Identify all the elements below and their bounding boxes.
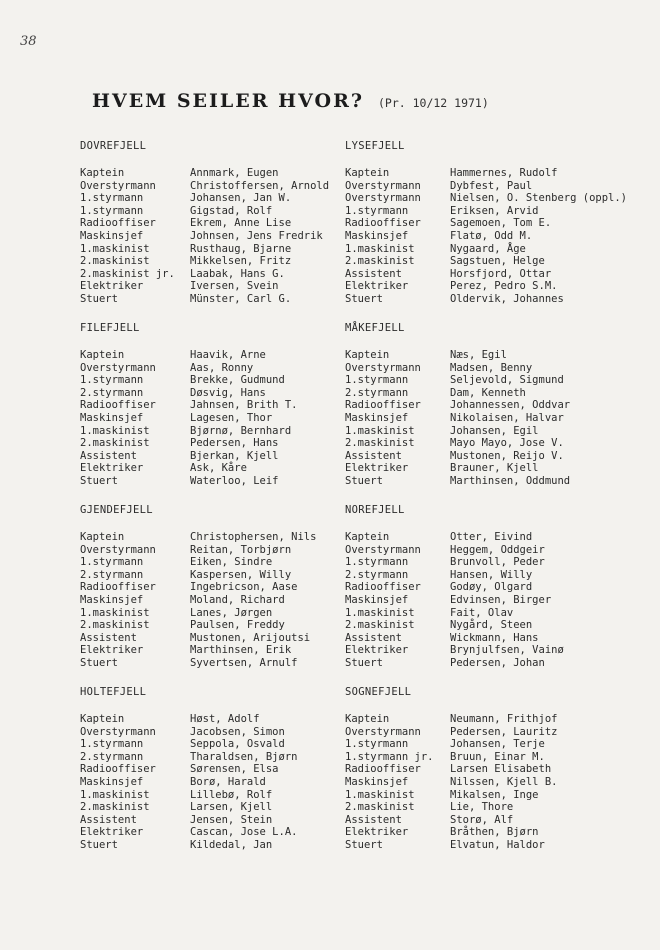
title-row [92, 90, 489, 112]
ship-name: HOLTEFJELL [80, 686, 147, 698]
crew-role: Radiooffiser [80, 217, 156, 230]
crew-name: Aas, Ronny [190, 361, 254, 374]
crew-role: Overstyrmann [80, 725, 156, 738]
page-number: 38 [20, 34, 37, 49]
ship-section [80, 686, 370, 868]
crew-row [80, 644, 370, 657]
crew-row [80, 632, 370, 645]
crew-role: 1.styrmann jr. [345, 750, 434, 763]
crew-row [345, 581, 635, 594]
crew-name: Jensen, Stein [190, 813, 273, 826]
ship-section [345, 322, 635, 504]
crew-name: Storø, Alf [450, 813, 514, 826]
crew-name: Jahnsen, Brith T. [190, 399, 298, 412]
crew-name: Mustonen, Reijo V. [450, 449, 564, 462]
crew-row [345, 268, 635, 281]
crew-role: Maskinsjef [345, 775, 409, 788]
crew-row [80, 412, 370, 425]
crew-role: 2.maskinist [345, 255, 415, 268]
crew-role: Overstyrmann [345, 543, 421, 556]
ship-section [345, 504, 635, 686]
crew-role: Radiooffiser [345, 581, 421, 594]
crew-row [80, 738, 370, 751]
crew-role: Stuert [345, 656, 383, 669]
crew-name: Laabak, Hans G. [190, 267, 285, 280]
crew-role: Overstyrmann [80, 361, 156, 374]
crew-name: Marthinsen, Oddmund [450, 474, 571, 487]
crew-row [345, 255, 635, 268]
crew-role: Assistent [80, 813, 137, 826]
crew-row [345, 475, 635, 488]
crew-name: Jacobsen, Simon [190, 725, 285, 738]
crew-row [345, 399, 635, 412]
crew-name: Pedersen, Hans [190, 437, 279, 450]
crew-name: Sagstuen, Helge [450, 255, 545, 268]
crew-row [345, 425, 635, 438]
crew-row [80, 255, 370, 268]
crew-role: 1.styrmann [345, 204, 409, 217]
crew-row [345, 801, 635, 814]
crew-row [80, 726, 370, 739]
crew-role: Overstyrmann [80, 543, 156, 556]
crew-name: Bjerkan, Kjell [190, 449, 279, 462]
crew-row [345, 544, 635, 557]
crew-row [345, 437, 635, 450]
crew-name: Brekke, Gudmund [190, 374, 285, 387]
crew-row [80, 425, 370, 438]
crew-role: Elektriker [345, 826, 409, 839]
crew-role: Kaptein [80, 349, 125, 361]
crew-role: Kaptein [345, 713, 390, 725]
crew-row [80, 268, 370, 281]
crew-row [80, 556, 370, 569]
crew-row [80, 789, 370, 802]
crew-role: Kaptein [80, 167, 125, 179]
crew-row [345, 450, 635, 463]
crew-name: Hammernes, Rudolf [450, 167, 558, 179]
crew-role: Stuert [80, 838, 118, 851]
crew-name: Bruun, Einar M. [450, 750, 545, 763]
crew-role: Radiooffiser [80, 763, 156, 776]
crew-role: 1.styrmann [80, 204, 144, 217]
crew-name: Flatø, Odd M. [450, 229, 533, 242]
crew-row [345, 462, 635, 475]
crew-row [345, 726, 635, 739]
crew-row [80, 594, 370, 607]
crew-role: Kaptein [80, 713, 125, 725]
crew-role: 1.maskinist [80, 242, 150, 255]
crew-row [80, 776, 370, 789]
crew-name: Johnsen, Jens Fredrik [190, 229, 323, 242]
crew-role: Kaptein [80, 531, 125, 543]
crew-name: Cascan, Jose L.A. [190, 826, 298, 839]
crew-row [345, 751, 635, 764]
crew-row [345, 167, 635, 180]
crew-role: 2.styrmann [80, 568, 144, 581]
crew-name: Moland, Richard [190, 593, 285, 606]
crew-row [345, 387, 635, 400]
crew-row [345, 205, 635, 218]
crew-name: Lie, Thore [450, 801, 514, 814]
crew-row [345, 293, 635, 306]
crew-name: Edvinsen, Birger [450, 593, 552, 606]
crew-row [345, 619, 635, 632]
crew-role: Assistent [345, 631, 402, 644]
crew-row [80, 826, 370, 839]
crew-role: 2.styrmann [80, 750, 144, 763]
crew-role: Kaptein [345, 531, 390, 543]
crew-name: Johansen, Terje [450, 738, 545, 751]
crew-name: Ingebricson, Aase [190, 581, 298, 594]
crew-name: Elvatun, Haldor [450, 838, 545, 851]
crew-role: 1.styrmann [80, 738, 144, 751]
crew-row [345, 776, 635, 789]
crew-role: Elektriker [345, 462, 409, 475]
crew-row [80, 763, 370, 776]
crew-name: Nielsen, O. Stenberg (oppl.) [450, 192, 628, 205]
crew-role: Assistent [345, 267, 402, 280]
crew-row [80, 657, 370, 670]
crew-row [80, 387, 370, 400]
crew-role: Overstyrmann [345, 192, 421, 205]
crew-role: Stuert [345, 474, 383, 487]
crew-role: 1.maskinist [80, 788, 150, 801]
crew-role: 1.maskinist [345, 788, 415, 801]
ship-section [80, 504, 370, 686]
crew-name: Eiken, Sindre [190, 556, 273, 569]
crew-name: Johannessen, Oddvar [450, 399, 571, 412]
crew-row [80, 293, 370, 306]
crew-name: Horsfjord, Ottar [450, 267, 552, 280]
crew-name: Nilssen, Kjell B. [450, 775, 558, 788]
left-column [80, 140, 370, 868]
crew-role: 1.styrmann [80, 556, 144, 569]
crew-row [80, 544, 370, 557]
crew-name: Borø, Harald [190, 775, 266, 788]
ship-section [345, 140, 635, 322]
crew-name: Kaspersen, Willy [190, 568, 292, 581]
crew-row [80, 814, 370, 827]
page-subtitle-date: (Pr. 10/12 1971) [378, 96, 489, 110]
crew-name: Wickmann, Hans [450, 631, 539, 644]
crew-name: Paulsen, Freddy [190, 619, 285, 632]
crew-name: Otter, Eivind [450, 531, 533, 543]
crew-row [80, 475, 370, 488]
crew-row [80, 713, 370, 726]
crew-name: Ekrem, Anne Lise [190, 217, 292, 230]
crew-row [80, 531, 370, 544]
crew-name: Nygaard, Åge [450, 242, 526, 255]
crew-role: 1.styrmann [345, 374, 409, 387]
crew-role: 1.maskinist [80, 606, 150, 619]
crew-name: Mikalsen, Inge [450, 788, 539, 801]
crew-name: Brunvoll, Peder [450, 556, 545, 569]
crew-name: Münster, Carl G. [190, 292, 292, 305]
ship-name: GJENDEFJELL [80, 504, 153, 516]
crew-row [345, 826, 635, 839]
crew-name: Fait, Olav [450, 606, 514, 619]
crew-role: Elektriker [80, 644, 144, 657]
crew-role: Assistent [345, 449, 402, 462]
crew-role: Maskinsjef [345, 411, 409, 424]
crew-name: Mustonen, Arijoutsi [190, 631, 311, 644]
crew-role: Radiooffiser [345, 399, 421, 412]
crew-row [80, 751, 370, 764]
crew-role: Elektriker [80, 280, 144, 293]
crew-name: Christoffersen, Arnold [190, 179, 330, 192]
crew-name: Sagemoen, Tom E. [450, 217, 552, 230]
crew-row [345, 713, 635, 726]
crew-role: 1.styrmann [345, 556, 409, 569]
crew-name: Johansen, Egil [450, 424, 539, 437]
crew-name: Iversen, Svein [190, 280, 279, 293]
ship-name: LYSEFJELL [345, 140, 405, 152]
ship-name: MÅKEFJELL [345, 322, 405, 334]
crew-role: Overstyrmann [345, 725, 421, 738]
crew-name: Dam, Kenneth [450, 386, 526, 399]
crew-name: Lanes, Jørgen [190, 606, 273, 619]
crew-row [345, 607, 635, 620]
crew-role: 2.maskinist [80, 437, 150, 450]
crew-role: Assistent [345, 813, 402, 826]
crew-role: Maskinsjef [345, 593, 409, 606]
crew-row [80, 180, 370, 193]
crew-role: Elektriker [345, 644, 409, 657]
crew-row [345, 412, 635, 425]
crew-name: Mayo Mayo, Jose V. [450, 437, 564, 450]
right-column [345, 140, 635, 868]
crew-row [80, 399, 370, 412]
crew-name: Heggem, Oddgeir [450, 543, 545, 556]
crew-name: Johansen, Jan W. [190, 192, 292, 205]
crew-role: Radiooffiser [80, 581, 156, 594]
crew-row [345, 531, 635, 544]
crew-role: Kaptein [345, 167, 390, 179]
crew-role: Radiooffiser [345, 763, 421, 776]
crew-row [345, 738, 635, 751]
crew-row [345, 789, 635, 802]
crew-name: Tharaldsen, Bjørn [190, 750, 298, 763]
crew-row [80, 839, 370, 852]
crew-role: Maskinsjef [345, 229, 409, 242]
crew-row [345, 839, 635, 852]
crew-name: Larsen Elisabeth [450, 763, 552, 776]
crew-name: Gigstad, Rolf [190, 204, 273, 217]
crew-role: Radiooffiser [345, 217, 421, 230]
crew-role: 2.styrmann [80, 386, 144, 399]
crew-row [345, 556, 635, 569]
crew-role: Overstyrmann [345, 179, 421, 192]
crew-name: Nikolaisen, Halvar [450, 411, 564, 424]
crew-name: Haavik, Arne [190, 349, 266, 361]
crew-row [345, 814, 635, 827]
crew-name: Christophersen, Nils [190, 531, 317, 543]
crew-row [345, 180, 635, 193]
crew-role: 1.styrmann [80, 192, 144, 205]
crew-name: Perez, Pedro S.M. [450, 280, 558, 293]
crew-row [80, 619, 370, 632]
crew-name: Brynjulfsen, Vainø [450, 644, 564, 657]
crew-name: Sørensen, Elsa [190, 763, 279, 776]
crew-name: Nygård, Steen [450, 619, 533, 632]
crew-role: Elektriker [80, 826, 144, 839]
crew-role: Maskinsjef [80, 229, 144, 242]
crew-row [80, 362, 370, 375]
crew-role: 2.maskinist [80, 619, 150, 632]
crew-name: Godøy, Olgard [450, 581, 533, 594]
ship-name: SOGNEFJELL [345, 686, 412, 698]
crew-name: Brauner, Kjell [450, 462, 539, 475]
page-title: HVEM SEILER HVOR? [92, 90, 364, 112]
crew-row [345, 644, 635, 657]
crew-row [80, 607, 370, 620]
crew-row [80, 243, 370, 256]
crew-role: Elektriker [345, 280, 409, 293]
ship-name: NOREFJELL [345, 504, 405, 516]
crew-row [80, 349, 370, 362]
crew-role: 1.maskinist [345, 424, 415, 437]
crew-name: Waterloo, Leif [190, 474, 279, 487]
crew-role: 1.styrmann [345, 738, 409, 751]
crew-name: Bjørnø, Bernhard [190, 424, 292, 437]
crew-role: Kaptein [345, 349, 390, 361]
crew-row [80, 192, 370, 205]
crew-row [345, 243, 635, 256]
crew-row [80, 569, 370, 582]
crew-row [80, 462, 370, 475]
crew-name: Eriksen, Arvid [450, 204, 539, 217]
crew-role: 2.maskinist [345, 801, 415, 814]
crew-name: Pedersen, Johan [450, 656, 545, 669]
crew-row [80, 217, 370, 230]
crew-row [80, 230, 370, 243]
crew-name: Høst, Adolf [190, 713, 260, 725]
crew-role: 1.maskinist [345, 606, 415, 619]
crew-role: 2.maskinist [80, 801, 150, 814]
ship-section [345, 686, 635, 868]
crew-row [345, 569, 635, 582]
crew-role: Stuert [80, 292, 118, 305]
crew-name: Neumann, Frithjof [450, 713, 558, 725]
crew-role: 2.maskinist [345, 437, 415, 450]
crew-role: 2.maskinist jr. [80, 267, 175, 280]
crew-name: Dybfest, Paul [450, 179, 533, 192]
crew-name: Døsvig, Hans [190, 386, 266, 399]
crew-name: Pedersen, Lauritz [450, 725, 558, 738]
crew-name: Marthinsen, Erik [190, 644, 292, 657]
crew-name: Kildedal, Jan [190, 838, 273, 851]
crew-row [345, 763, 635, 776]
crew-role: Stuert [345, 838, 383, 851]
crew-name: Annmark, Eugen [190, 167, 279, 179]
crew-role: Maskinsjef [80, 775, 144, 788]
crew-row [80, 167, 370, 180]
crew-role: 2.styrmann [345, 386, 409, 399]
crew-role: 1.maskinist [345, 242, 415, 255]
crew-name: Seljevold, Sigmund [450, 374, 564, 387]
crew-row [80, 205, 370, 218]
crew-name: Seppola, Osvald [190, 738, 285, 751]
crew-row [345, 349, 635, 362]
ship-name: FILEFJELL [80, 322, 140, 334]
crew-name: Reitan, Torbjørn [190, 543, 292, 556]
crew-name: Næs, Egil [450, 349, 507, 361]
crew-row [345, 657, 635, 670]
crew-role: 2.maskinist [345, 619, 415, 632]
crew-name: Lillebø, Rolf [190, 788, 273, 801]
crew-name: Madsen, Benny [450, 361, 533, 374]
crew-row [345, 230, 635, 243]
crew-role: 1.maskinist [80, 424, 150, 437]
crew-row [345, 362, 635, 375]
crew-name: Ask, Kåre [190, 462, 247, 475]
crew-row [80, 374, 370, 387]
crew-name: Syvertsen, Arnulf [190, 656, 298, 669]
crew-row [345, 192, 635, 205]
crew-row [345, 594, 635, 607]
crew-role: 2.styrmann [345, 568, 409, 581]
crew-role: 1.styrmann [80, 374, 144, 387]
crew-row [345, 280, 635, 293]
crew-name: Rusthaug, Bjarne [190, 242, 292, 255]
crew-name: Hansen, Willy [450, 568, 533, 581]
crew-role: Maskinsjef [80, 593, 144, 606]
crew-name: Larsen, Kjell [190, 801, 273, 814]
crew-row [80, 801, 370, 814]
crew-row [80, 581, 370, 594]
crew-role: Overstyrmann [80, 179, 156, 192]
ship-section [80, 140, 370, 322]
crew-role: 2.maskinist [80, 255, 150, 268]
crew-row [80, 450, 370, 463]
crew-name: Bråthen, Bjørn [450, 826, 539, 839]
crew-role: Stuert [80, 474, 118, 487]
crew-row [80, 437, 370, 450]
crew-role: Radiooffiser [80, 399, 156, 412]
crew-role: Stuert [345, 292, 383, 305]
ship-section [80, 322, 370, 504]
ship-name: DOVREFJELL [80, 140, 147, 152]
crew-name: Oldervik, Johannes [450, 292, 564, 305]
crew-role: Assistent [80, 631, 137, 644]
crew-role: Maskinsjef [80, 411, 144, 424]
crew-role: Elektriker [80, 462, 144, 475]
crew-role: Assistent [80, 449, 137, 462]
crew-name: Mikkelsen, Fritz [190, 255, 292, 268]
crew-role: Stuert [80, 656, 118, 669]
crew-row [345, 632, 635, 645]
crew-role: Overstyrmann [345, 361, 421, 374]
crew-row [80, 280, 370, 293]
crew-name: Lagesen, Thor [190, 411, 273, 424]
crew-row [345, 217, 635, 230]
crew-row [345, 374, 635, 387]
